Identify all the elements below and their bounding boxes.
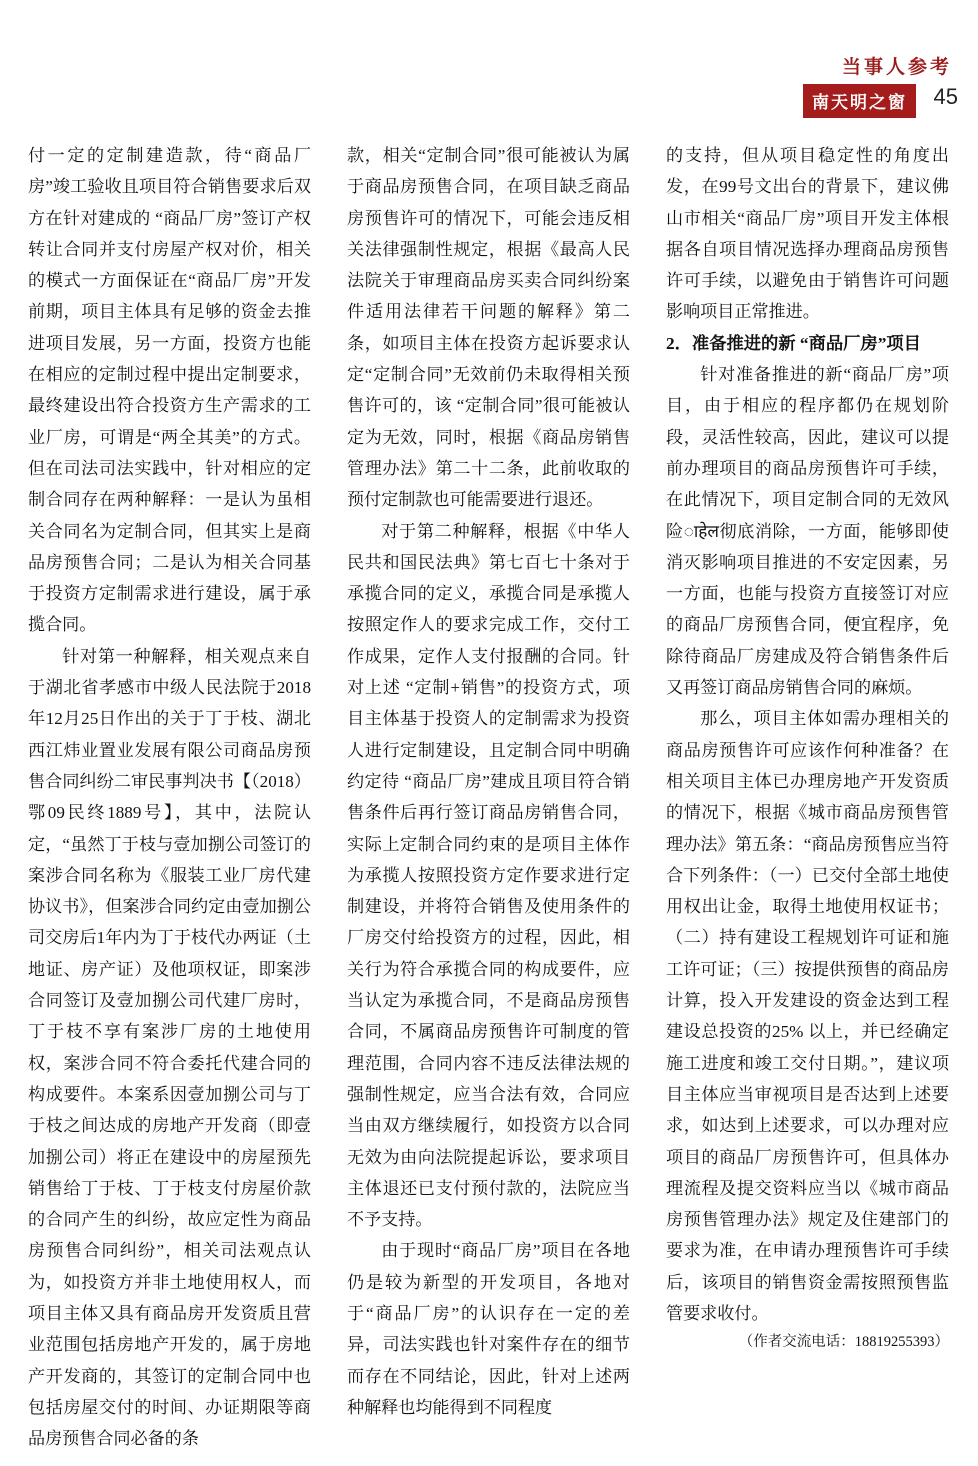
page-header (558, 0, 978, 122)
author-contact: （作者交流电话：18819255393） (738, 1334, 949, 1351)
body-columns (28, 140, 950, 1449)
paragraph: 的支持，但从项目稳定性的角度出发，在99号文出台的背景下，建议佛山市相关“商品厂房”项目开发主体根据各自项目情况选择办理商品房预售许可手续，以避免由于销售许可问题影响项目正常推进。 (666, 146, 949, 322)
page-number: 45 (933, 84, 958, 109)
column-2 (347, 140, 630, 1440)
paragraph: 那么，项目主体如需办理相关的商品房预售许可应该作何种准备？在相关项目主体已办理房地产开发资质的情况下，根据《城市商品房预售管理办法》第五条：“商品房预售应当符合下列条件：（一）已交付全部土地使用权出让金，取得土地使用权证书；（二）持有建设工程规划许可证和施工许可证；（三）按提供预售的商品房计算，投入开发建设的资金达到工程建设总投资的25% 以上，并已经确定施工进度和竣工交付日期。”，建议项目主体应当审视项目是否达到上述要求，如达到上述要求，可以办理对应项目的商品厂房预售许可，但具体办理流程及提交资料应当以《城市商品房预售管理办法》规定及住建部门的要求为准，在申请办理预售许可手续后，该项目的销售资金需按照预售监管要求收付。 (666, 709, 949, 1323)
section-heading: 2．准备推进的新 “商品厂房”项目 (666, 333, 921, 353)
paragraph: 针对准备推进的新“商品厂房”项目，由于相应的程序都仍在规划阶段，灵活性较高，因此，建议可以提前办理项目的商品房预售许可手续，在此情况下，项目定制合同的无效风险ाहेल彻底消除，一方面，能够即使消灭影响项目推进的不安定因素，另一方面，也能与投资方直接签订对应的商品厂房预售合同，便宜程序，免除待商品厂房建成及符合销售条件后又再签订商品房销售合同的麻烦。 (666, 365, 949, 698)
paragraph: 针对第一种解释，相关观点来自于湖北省孝感市中级人民法院于2018年12月25日作出的关于丁于枝、湖北西江炜业置业发展有限公司商品房预售合同纠纷二审民事判决书【（2018）鄂09民终1889号】，其中，法院认定，“虽然丁于枝与壹加捌公司签订的案涉合同名称为《服装工业厂房代建协议书》，但案涉合同约定由壹加捌公司交房后1年内为丁于枝代办两证（土地证、房产证）及他项权证，即案涉合同签订及壹加捌公司代建厂房时，丁于枝不享有案涉厂房的土地使用权，案涉合同不符合委托代建合同的构成要件。本案系因壹加捌公司与丁于枝之间达成的房地产开发商（即壹加捌公司）将正在建设中的房屋预先销售给丁于枝、丁于枝支付房屋价款的合同产生的纠纷，故应定性为商品房预售合同纠纷”，相关司法观点认为，如投资方并非土地使用权人，而项目主体又具有商品房开发资质且营业范围包括房地产开发的，属于房地产开发商的，其签订的定制合同中也包括房屋交付的时间、办证期限等商品房预售合同必备的条 (28, 646, 311, 1449)
column-3 (666, 140, 949, 1440)
header-title: 当事人参考 (841, 57, 952, 78)
header-badge: 南天明之窗 (803, 84, 916, 118)
paragraph: 付一定的定制建造款，待“商品厂房”竣工验收且项目符合销售要求后双方在针对建成的 “商品厂房”签订产权转让合同并支付房屋产权对价，相关的模式一方面保证在“商品厂房”开发前期，项目主体具有足够的资金去推进项目发展，另一方面，投资方也能在相应的定制过程中提出定制要求，最终建设出符合投资方生产需求的工业厂房，可谓是“两全其美”的方式。但在司法司法实践中，针对相应的定制合同存在两种解释：一是认为虽相关合同名为定制合同，但其实上是商品房预售合同；二是认为相关合同基于投资方定制需求进行建设，属于承揽合同。 (28, 146, 311, 635)
paragraph: 对于第二种解释，根据《中华人民共和国民法典》第七百七十条对于承揽合同的定义，承揽合同是承揽人按照定作人的要求完成工作，交付工作成果，定作人支付报酬的合同。针对上述 “定制+销售”的投资方式，项目主体基于投资人的定制需求为投资人进行定制建设，且定制合同中明确约定待 “商品厂房”建成且项目符合销售条件后再行签订商品房销售合同，实际上定制合同约束的是项目主体作为承揽人按照投资方定作要求进行定制建设，并将符合销售及使用条件的厂房交付给投资方的过程，因此，相关行为符合承揽合同的构成要件，应当认定为承揽合同，不是商品房预售合同，不属商品房预售许可制度的管理范围，合同内容不违反法律法规的强制性规定，应当合法有效，合同应当由双方继续履行，如投资方以合同无效为由向法院提起诉讼，要求项目主体退还已支付预付款的，法院应当不予支持。 (347, 521, 630, 1230)
column-1 (28, 140, 311, 1449)
paragraph: 由于现时“商品厂房”项目在各地仍是较为新型的开发项目，各地对于“商品厂房”的认识存在一定的差异，司法实践也针对案件存在的细节而存在不同结论，因此，针对上述两种解释也均能得到不同程度 (347, 1241, 630, 1417)
paragraph: 款，相关“定制合同”很可能被认为属于商品房预售合同，在项目缺乏商品房预售许可的情况下，可能会违反相关法律强制性规定，根据《最高人民法院关于审理商品房买卖合同纠纷案件适用法律若干问题的解释》第二条，如项目主体在投资方起诉要求认定“定制合同”无效前仍未取得相关预售许可的，该 “定制合同”很可能被认定为无效，同时，根据《商品房销售管理办法》第二十二条，此前收取的预付定制款也可能需要进行退还。 (347, 146, 630, 510)
